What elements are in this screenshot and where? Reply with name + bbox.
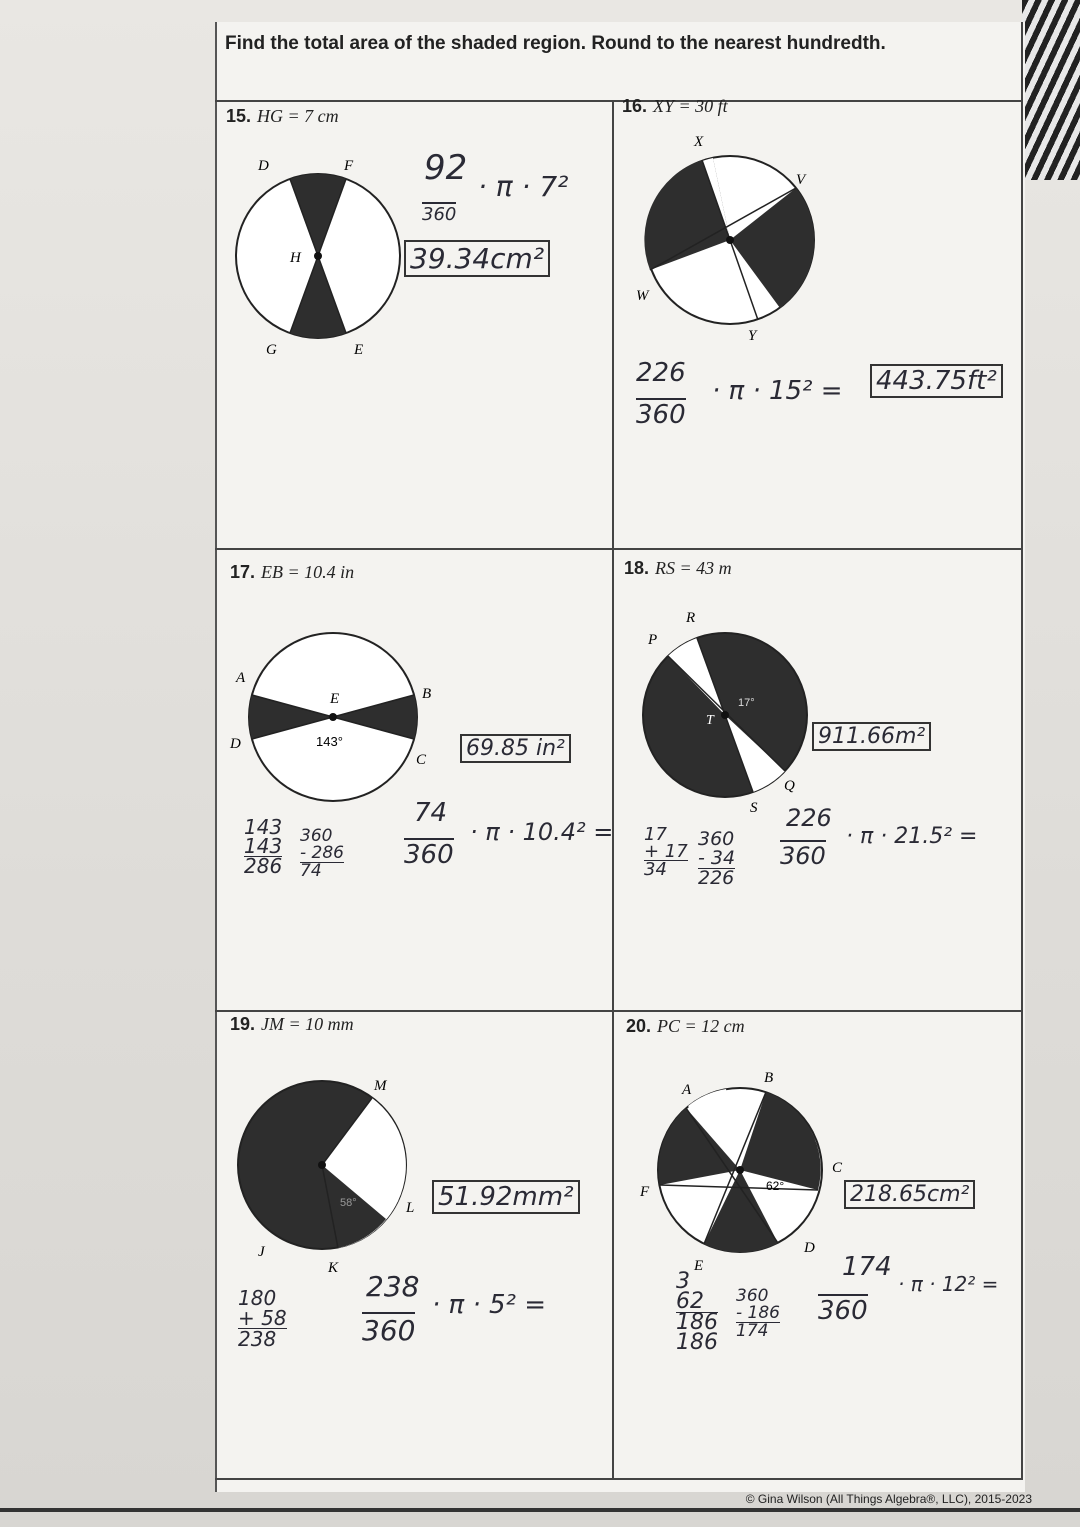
work-18-scratch-2: 360 - 34 226	[698, 828, 736, 889]
problem-16-label: 16. XY = 30 ft	[622, 96, 728, 116]
work-20-denominator: 360	[818, 1296, 868, 1326]
work-19-scratch-1: 180 + 58 238	[238, 1286, 287, 1351]
point-label: J	[258, 1244, 265, 1260]
point-label: Q	[784, 778, 795, 794]
answer-15: 39.34cm²	[404, 240, 550, 277]
point-label: G	[266, 342, 277, 358]
point-label: E	[354, 342, 364, 358]
point-label: D	[258, 158, 269, 174]
point-label: L	[406, 1200, 415, 1216]
work-17-denominator: 360	[404, 840, 454, 870]
problem-19-label: 19. JM = 10 mm	[230, 1014, 354, 1034]
work-18-expression: · π · 21.5² =	[846, 824, 978, 849]
point-label: C	[832, 1160, 843, 1176]
point-label: K	[328, 1260, 339, 1276]
bottom-edge	[0, 1508, 1080, 1512]
work-17-scratch-1: 143 143 286	[244, 815, 283, 878]
point-label: H	[290, 250, 301, 266]
work-18-scratch-1: 17 + 17 34	[644, 824, 688, 880]
instructions: Find the total area of the shaded region. Round to the nearest hundredth.	[225, 33, 886, 54]
work-19-numerator: 238	[366, 1270, 420, 1303]
angle-label: 58°	[340, 1197, 357, 1209]
point-label: Y	[748, 328, 757, 344]
work-17-expression: · π · 10.4² =	[470, 818, 614, 846]
problem-18-label: 18. RS = 43 m	[624, 558, 732, 578]
work-20-expression: · π · 12² =	[898, 1272, 999, 1296]
work-17-numerator: 74	[414, 798, 448, 828]
work-18-numerator: 226	[786, 804, 832, 832]
problem-20-label: 20. PC = 12 cm	[626, 1016, 745, 1036]
point-label: F	[640, 1184, 650, 1200]
point-label: T	[706, 713, 714, 728]
answer-18: 911.66m²	[812, 722, 931, 751]
point-label: E	[330, 691, 340, 707]
point-label: A	[682, 1082, 692, 1098]
work-18-denominator: 360	[780, 842, 826, 870]
point-label: D	[804, 1240, 815, 1256]
work-15-expression: · π · 7²	[478, 170, 569, 203]
angle-label: 143°	[316, 734, 343, 749]
angle-label: 17°	[738, 697, 755, 709]
point-label: F	[344, 158, 354, 174]
answer-17: 69.85 in²	[460, 734, 571, 763]
point-label: W	[636, 288, 649, 304]
point-label: A	[236, 670, 246, 686]
work-15-denominator: 360	[422, 204, 457, 225]
problem-17-label: 17. EB = 10.4 in	[230, 562, 355, 582]
work-20-scratch-2: 360 - 186 174	[736, 1286, 780, 1341]
point-label: R	[686, 610, 696, 626]
work-15-numerator: 92	[424, 148, 468, 188]
work-16-expression: · π · 15² =	[712, 376, 843, 406]
point-label: C	[416, 752, 427, 768]
work-19-expression: · π · 5² =	[432, 1290, 546, 1320]
point-label: X	[694, 134, 704, 150]
work-17-scratch-2: 360 - 286 74	[300, 826, 344, 881]
point-label: V	[796, 172, 806, 188]
answer-16: 443.75ft²	[870, 364, 1003, 398]
work-20-scratch-1: 3 62 186 186	[676, 1269, 718, 1355]
copyright-footer: © Gina Wilson (All Things Algebra®, LLC), 2015-2023	[745, 1492, 1032, 1506]
work-20-numerator: 174	[842, 1252, 892, 1282]
work-16-denominator: 360	[636, 400, 686, 430]
point-label: B	[422, 686, 432, 702]
work-19-denominator: 360	[362, 1314, 416, 1347]
problem-15-label: 15. HG = 7 cm	[226, 106, 339, 126]
point-label: B	[764, 1070, 774, 1086]
angle-label: 62°	[766, 1179, 785, 1193]
point-label: S	[750, 800, 758, 816]
point-label: P	[648, 632, 658, 648]
point-label: E	[694, 1258, 704, 1274]
answer-20: 218.65cm²	[844, 1180, 975, 1209]
work-16-numerator: 226	[636, 358, 686, 388]
point-label: D	[230, 736, 241, 752]
answer-19: 51.92mm²	[432, 1180, 580, 1214]
point-label: M	[374, 1078, 387, 1094]
